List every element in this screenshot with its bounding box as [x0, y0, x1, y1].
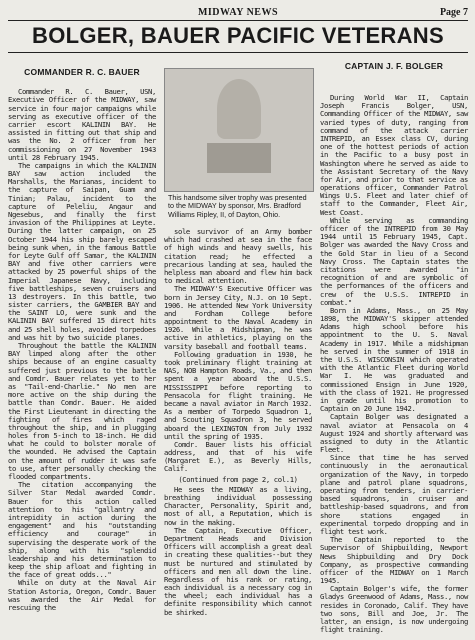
trophy-base-shape — [207, 143, 271, 173]
right-paragraph: While serving as commanding officer of the INTREPID from 30 May 1944 until 15 February 1945, Capt. Bolger was awarded the Navy Cross and the Gold Star in lieu of a Second Navy Cross. The Captain states the citations were awarded "in recognition of and are symbolic of the performances of the officers and crew of the U.S.S. INTREPID in combat." — [320, 215, 468, 307]
trophy-cup-shape — [217, 79, 261, 139]
middle-paragraph: He sees the MIDWAY as a living, breathing individual possessing Character, Personality, Spirit and, most of all, a Reputation, which is now in the making. — [164, 484, 312, 527]
newspaper-page — [8, 6, 468, 634]
left-paragraph: Commander R. C. Bauer, USN, Executive Officer of the MIDWAY, saw service in four major campaigns while serving as executive officer of the carrier escort KALININ BAY. He assisted in fitting out that ship and was the No. 2 officer from her commissioning on 27 November 1943 until 28 February 1945. — [8, 87, 156, 162]
middle-column — [164, 228, 312, 617]
right-column — [320, 94, 468, 634]
right-paragraph: The Captain reported to the Supervisor of Shipbuilding, Newport News Shipbuilding and Dry Dock Company, as prospective commanding officer of the MIDWAY on 1 March 1945. — [320, 535, 468, 586]
photo-caption: This handsome silver trophy was presented to the MIDWAY by sponsor, Mrs. Bradford Williams Ripley, II, of Dayton, Ohio. — [168, 193, 307, 219]
right-paragraph: Born in Adams, Mass., on 25 May 1898, the MIDWAY'S skipper attended Adams high school before his appointment to the U. S. Naval Academy in 1917. While a midshipman he served in the summer of 1918 in the U.S.S. WISCONSIN which operated with the Atlantic Fleet during World War I. He was graduated and commissioned Ensign in June 1920, with the class of 1921. He progressed in grade until his promotion to Captain on 20 June 1942. — [320, 305, 468, 414]
byline-bauer: COMMANDER R. C. BAUER — [24, 67, 140, 77]
right-byline-wrap — [320, 62, 468, 83]
middle-paragraph: The Captain, Executive Officer, Department Heads and Division Officers will accomplish a great deal in creating these qualities--but they must be nurtured and stimulated by officers and men all down the line. Regardless of his rank or rating, each individual is a necessary cog in the wheel; each individual has a definite responsibility which cannot be shirked. — [164, 525, 312, 617]
right-paragraph: During World War II, Captain Joseph Francis Bolger, USN, Commanding Officer of the MIDWAY, saw varied types of duty, ranging from command of the attack carrier INTREPID, an Essex class CV, during one of the hottest periods of action in the Pacific to a busy post in Washington where he served as aide to the Assistant Secretary of the Navy for Air, and prior to that service as operations officer, Commander Patrol Wings U.S. Fleet and later chief of staff to the Commander, Fleet Air, West Coast. — [320, 93, 468, 217]
headline: BOLGER, BAUER PACIFIC VETERANS — [32, 23, 444, 48]
continued-note: (Continued from page 2, col.1) — [178, 474, 298, 484]
running-head — [8, 6, 468, 20]
newspaper-name: MIDWAY NEWS — [197, 7, 279, 18]
headline-rule — [8, 52, 468, 53]
left-paragraph: While on duty at the Naval Air Station Astoria, Oregon, Comdr. Bauer was awarded the Air Medal for rescuing the — [8, 578, 156, 612]
left-column — [8, 68, 156, 612]
page-number: Page 7 — [439, 7, 468, 18]
right-paragraph: Captain Bolger's wife, the former Gladys Greenwood of Adams, Mass., now resides in Coronado, Calif. They have two sons, Bill and Joe, Jr. The latter, an ensign, is now undergoing flight training. — [320, 584, 468, 635]
left-paragraph: The citation accompanying the Silver Star Medal awarded Comdr. Bauer for this action called attention to his "gallantry and intrepidity in action during the engagement" and his "outstanding efficiency and courage" in supervising the desperate work of the ship, along with his "splendid leadership and his determination to keep the ship afloat and fighting in the face of great odds..." — [8, 480, 156, 580]
top-rule — [8, 20, 468, 21]
right-paragraph: Since that time he has served continuously in the aeronautical organization of the Navy, in torpedo plane and patrol plane squadrons, operating from tenders, in carrier-based squadrons, in cruiser and battleship-based squadrons, and from shore stations engaged in experimental torpedo dropping and in flight test work. — [320, 453, 468, 536]
left-paragraph: Throughout the battle the KALININ BAY limped along after the other ships because of an engine casualty suffered just previous to the battle and Comdr. Bauer relates yet to her as "Tail-end-Charlie." No men are more active on the ship during the battle than Comdr. Bauer. He aided the First Lieutenant in directing the fighting of fires which raged throughout the ship, and in plugging holes from 5-inch to 18-inch. He did what he could to bolster morale of the wounded. He advised the Captain on the amount of rudder it was safe to use, after personally checking the flooded compartments. — [8, 341, 156, 481]
right-paragraph: Captain Bolger was designated a naval aviator at Pensacola on 4 August 1924 and shortly afterward was assigned to duty in the Atlantic Fleet. — [320, 412, 468, 455]
middle-paragraph: The MIDWAY'S Executive Officer was born in Jersey City, N.J. on 10 Sept. 1906. He attended New York University and Fordham College before appointment to the Naval Academy in 1926. While a Midshipman, he was active in athletics, playing on the varsity baseball and football teams. — [164, 284, 312, 351]
byline-bolger: CAPTAIN J. F. BOLGER — [344, 61, 444, 71]
middle-paragraph: Following graduation in 1930, he took preliminary flight training at NAS, NOB Hampton Roads, Va., and then spent a year aboard the U.S.S. MISSISSIPPI before reporting to Pensacola for flight training. He became a naval aviator in March 1932. As a member of Torpedo Squadron 1, and Scouting Squadron 3, he served aboard the LEXINGTON from July 1932 until the spring of 1935. — [164, 349, 312, 441]
middle-paragraph: Comdr. Bauer lists his official address, and that of his wife (Margaret E.), as Beverly Hills, Calif. — [164, 439, 312, 474]
trophy-photo — [164, 68, 314, 192]
left-paragraph: The campaigns in which the KALININ BAY saw action included the Marshalls, the Marianas, incident to the capture of Saipan, Guam and Tinian; Palau, incident to the capture of Peleliu, Angaur and Ngesebus, and finally the first invasion of the Philippines at Leyte. During the latter campaign, on 25 October 1944 his ship barely escaped being sunk when, in the famous Battle for Leyte Gulf off Samar, the KALININ BAY and five other carriers were attacked by 25 powerful ships of the Imperial Japanese Navy, including five battleships, seven cruisers and 13 destroyers. In this battle, two sister carriers, the GAMBIER BAY and the SAINT LO, were sunk and the KALININ BAY suffered 15 direct hits and 25 shell holes, avoided torpedoes and was hit by two suicide planes. — [8, 160, 156, 342]
middle-paragraph: sole survivor of an Army bomber which had crashed at sea in the face of high winds and heavy swells, his citation read; he effected a precarious landing at sea, hauled the helpless man aboard and flew him back to medical attention. — [164, 227, 312, 286]
